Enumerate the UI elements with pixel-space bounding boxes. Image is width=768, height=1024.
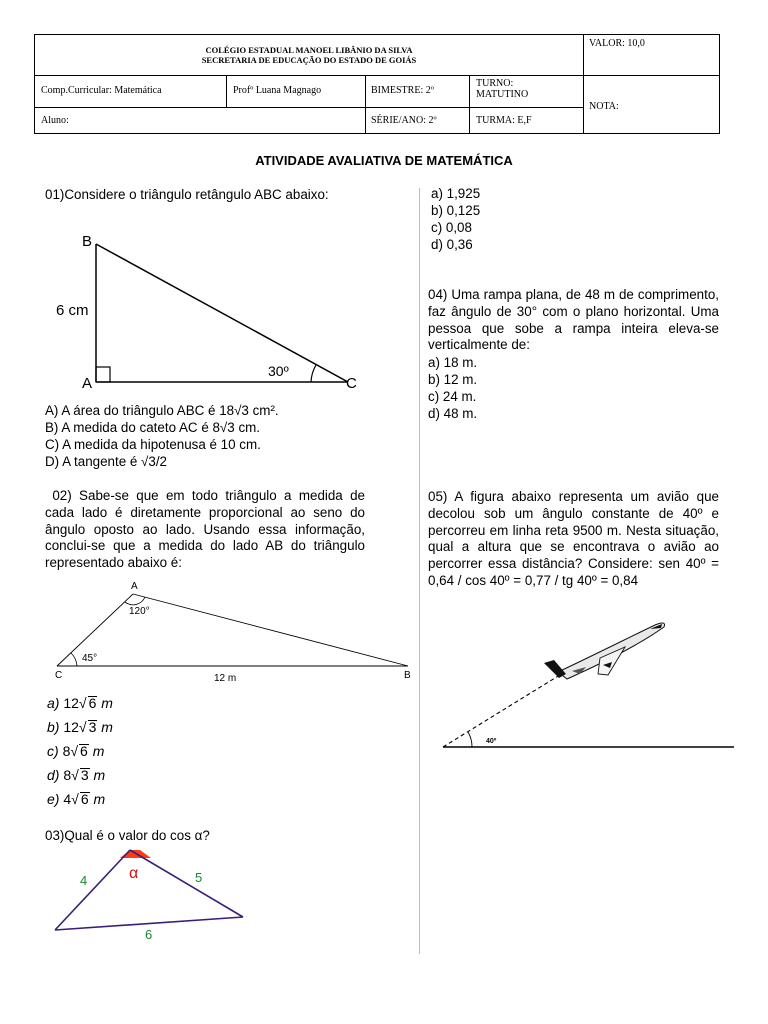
q1-triangle-figure	[48, 226, 368, 394]
q1-label-c: C	[346, 375, 357, 392]
q2-option-e[interactable]: e) 4√ 6 m	[47, 791, 106, 807]
q1-option-b[interactable]: B) A medida do cateto AC é 8√3 cm.	[45, 420, 261, 435]
q2-option-d[interactable]: d) 8√ 3 m	[47, 767, 106, 783]
q1-option-c[interactable]: C) A medida da hipotenusa é 10 cm.	[45, 437, 261, 452]
serie-ano: SÉRIE/ANO: 2º	[371, 115, 437, 126]
q3-label-left: 4	[80, 873, 88, 888]
q3-option-a[interactable]: a) 1,925	[431, 186, 481, 201]
q2-triangle-figure	[45, 575, 425, 685]
q1-label-angle: 30º	[268, 363, 289, 379]
q2-option-c[interactable]: c) 8√ 6 m	[47, 743, 105, 759]
turno-value: MATUTINO	[476, 89, 529, 100]
q3-label-right: 5	[195, 870, 203, 885]
q2-option-a[interactable]: a) 12√ 6 m	[47, 695, 113, 711]
q5-text: 05) A figura abaixo representa um avião que decolou sob um ângulo constante de 40º e percorreu em linha reta 9500 m. Nesta situação, qual a altura que se encontrava o avião ao percorrer essa distância? Considere: sen 40º = 0,64 / cos 40º = 0,77 / tg 40º = 0,84	[428, 489, 719, 588]
turno-label: TURNO:	[476, 78, 514, 89]
q4-option-d[interactable]: d) 48 m.	[428, 406, 478, 421]
q5-airplane-figure	[440, 612, 740, 754]
q4-text: 04) Uma rampa plana, de 48 m de comprimento, faz ângulo de 30° com o plano horizontal. Uma pessoa que sobe a rampa inteira eleva-se verticalmente de:	[428, 287, 719, 353]
q1-label-side: 6 cm	[56, 302, 89, 319]
q2-label-angle-a: 120°	[129, 606, 150, 617]
q3-triangle-figure	[40, 845, 260, 945]
q2-text: 02) Sabe-se que em todo triângulo a medida de cada lado é diretamente proporcional ao seno do ângulo oposto ao lado. Usando essa informação, conclui-se que a medida do lado AB do triângulo representado abaixo é:	[45, 488, 369, 571]
q3-label-alpha: α	[129, 865, 139, 882]
q5-label-angle: 40º	[486, 738, 497, 745]
comp-curricular: Comp.Curricular: Matemática	[41, 85, 162, 96]
q2-label-b: B	[404, 670, 411, 681]
nota-label: NOTA:	[589, 101, 619, 112]
q4-option-b[interactable]: b) 12 m.	[428, 372, 478, 387]
q1-label-a: A	[82, 375, 93, 392]
q1-option-d[interactable]: D) A tangente é √3/2	[45, 454, 167, 469]
q2-label-c: C	[55, 670, 63, 681]
q3-option-b[interactable]: b) 0,125	[431, 203, 481, 218]
q3-option-d[interactable]: d) 0,36	[431, 237, 473, 252]
q3-option-c[interactable]: c) 0,08	[431, 220, 472, 235]
q2-label-angle-c: 45°	[82, 653, 98, 664]
valor-label: VALOR: 10,0	[589, 38, 645, 49]
q4-option-c[interactable]: c) 24 m.	[428, 389, 477, 404]
q1-text: 01)Considere o triângulo retângulo ABC abaixo:	[45, 187, 329, 202]
school-name: COLÉGIO ESTADUAL MANOEL LIBÂNIO DA SILVA SECRETARIA DE EDUCAÇÃO DO ESTADO DE GOIÁS	[201, 45, 417, 65]
page-title: ATIVIDADE AVALIATIVA DE MATEMÁTICA	[255, 153, 513, 168]
airplane-icon	[544, 623, 665, 679]
aluno-field[interactable]: Aluno:	[41, 115, 69, 126]
q1-option-a[interactable]: A) A área do triângulo ABC é 18√3 cm².	[45, 403, 279, 418]
q2-label-a: A	[131, 581, 138, 592]
q3-text: 03)Qual é o valor do cos α?	[45, 828, 210, 843]
header-table	[34, 34, 720, 134]
q2-option-b[interactable]: b) 12√ 3 m	[47, 719, 113, 735]
q2-label-side: 12 m	[214, 673, 237, 684]
bimestre: BIMESTRE: 2º	[371, 85, 434, 96]
professor: Profº Luana Magnago	[233, 85, 322, 96]
q3-label-bottom: 6	[145, 927, 153, 942]
column-divider	[419, 188, 420, 954]
turma: TURMA: E,F	[476, 115, 532, 126]
q4-option-a[interactable]: a) 18 m.	[428, 355, 478, 370]
q1-label-b: B	[82, 233, 93, 250]
